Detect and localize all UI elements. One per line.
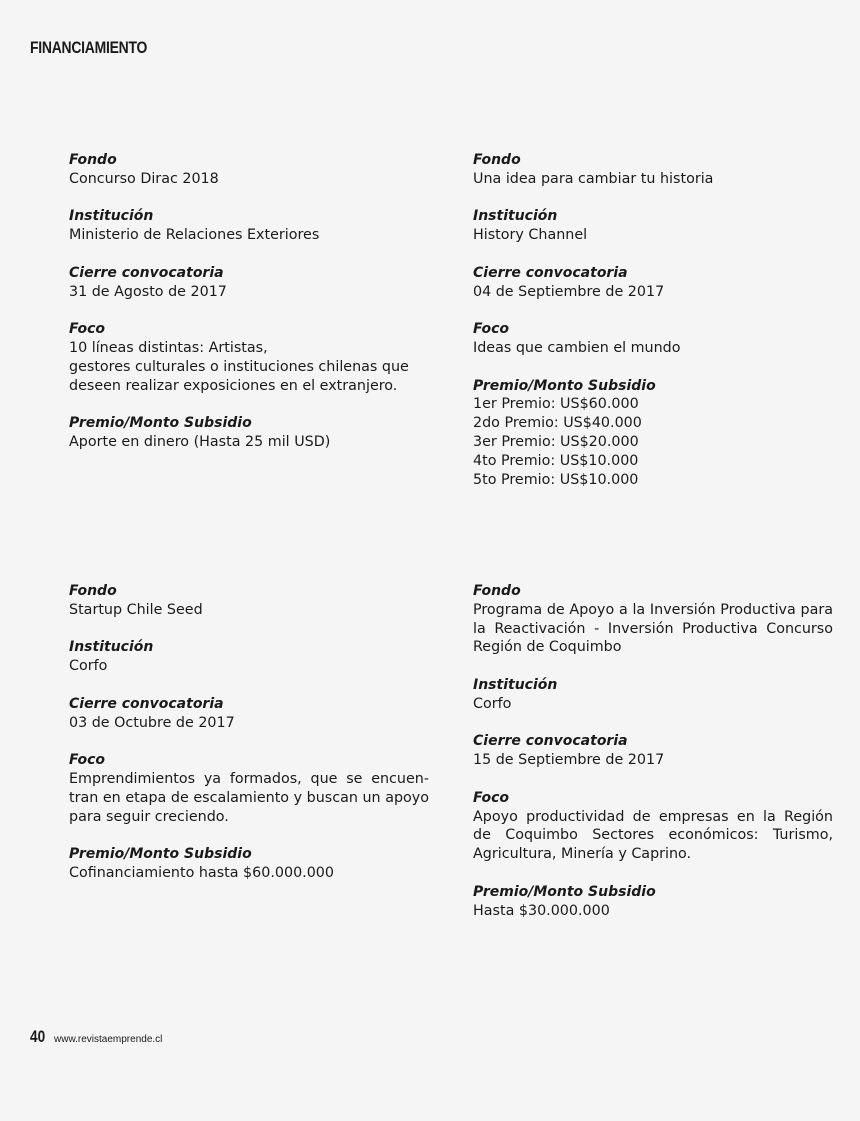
premio-label: Premio/Monto Subsidio xyxy=(69,846,252,863)
cierre-label: Cierre convocatoria xyxy=(473,264,628,281)
premio-line: 2do Premio: US$40.000 xyxy=(473,415,642,432)
cierre-value: 15 de Septiembre de 2017 xyxy=(473,752,665,769)
foco-value: Apoyo productividad de empresas en la Región de Coquimbo Sectores económicos: Turismo, Agricultura, Minería y Caprino. xyxy=(473,808,833,863)
premio-line: Aporte en dinero (Hasta 25 mil USD) xyxy=(69,433,331,450)
premio-label: Premio/Monto Subsidio xyxy=(69,415,252,432)
foco-value xyxy=(473,339,833,358)
fund-card-history xyxy=(473,151,833,489)
premio-value xyxy=(69,433,414,452)
premio-line: 1er Premio: US$60.000 xyxy=(473,396,639,413)
foco-value: Emprendimientos ya formados, que se encuen-tran en etapa de escalamiento y buscan un apoyo para seguir creciendo. xyxy=(69,770,429,825)
premio-label: Premio/Monto Subsidio xyxy=(473,377,656,394)
institucion-value: Ministerio de Relaciones Exteriores xyxy=(69,227,320,244)
fondo-label: Fondo xyxy=(69,583,117,599)
institucion-value: Corfo xyxy=(69,658,108,675)
cierre-label: Cierre convocatoria xyxy=(69,695,224,712)
fund-card-startup-chile xyxy=(69,582,429,883)
fondo-value: Programa de Apoyo a la Inversión Productiva para la Reactivación - Inversión Productiva Concurso Región de Coquimbo xyxy=(473,601,833,656)
premio-value xyxy=(473,395,833,489)
foco-label: Foco xyxy=(473,321,510,338)
institucion-value: History Channel xyxy=(473,227,588,244)
premio-line: Cofinanciamiento hasta $60.000.000 xyxy=(69,864,335,881)
institucion-label: Institución xyxy=(69,639,154,656)
institucion-value: Corfo xyxy=(473,695,512,712)
section-title: FINANCIAMIENTO xyxy=(30,38,148,57)
cierre-value: 04 de Septiembre de 2017 xyxy=(473,283,665,300)
fund-card-coquimbo xyxy=(473,582,833,920)
foco-line: gestores culturales o instituciones chilenas que xyxy=(69,358,409,375)
fondo-label: Fondo xyxy=(473,583,521,599)
premio-line: 3er Premio: US$20.000 xyxy=(473,433,639,450)
page-footer xyxy=(30,1027,162,1047)
foco-label: Foco xyxy=(69,321,106,338)
cierre-value: 31 de Agosto de 2017 xyxy=(69,283,227,300)
foco-label: Foco xyxy=(473,789,510,806)
institucion-label: Institución xyxy=(473,208,558,225)
premio-line: Hasta $30.000.000 xyxy=(473,902,610,919)
foco-line: Ideas que cambien el mundo xyxy=(473,339,681,356)
foco-value xyxy=(69,339,414,395)
premio-value xyxy=(69,864,429,883)
institucion-label: Institución xyxy=(473,676,558,693)
foco-label: Foco xyxy=(69,752,106,769)
website-url: www.revistaemprende.cl xyxy=(54,1034,163,1045)
premio-label: Premio/Monto Subsidio xyxy=(473,883,656,900)
cierre-value: 03 de Octubre de 2017 xyxy=(69,714,235,731)
premio-value xyxy=(473,902,833,921)
fondo-value: Startup Chile Seed xyxy=(69,601,203,618)
foco-line: deseen realizar exposiciones en el extranjero. xyxy=(69,377,398,394)
cierre-label: Cierre convocatoria xyxy=(473,733,628,750)
fondo-label: Fondo xyxy=(473,152,521,168)
premio-line: 5to Premio: US$10.000 xyxy=(473,471,639,488)
foco-line: 10 líneas distintas: Artistas, xyxy=(69,339,268,356)
fondo-value: Una idea para cambiar tu historia xyxy=(473,170,714,187)
cierre-label: Cierre convocatoria xyxy=(69,264,224,281)
fondo-label: Fondo xyxy=(69,152,117,168)
fund-card-dirac xyxy=(69,151,414,452)
page-number: 40 xyxy=(30,1027,46,1046)
institucion-label: Institución xyxy=(69,208,154,225)
fondo-value: Concurso Dirac 2018 xyxy=(69,170,219,187)
premio-line: 4to Premio: US$10.000 xyxy=(473,452,639,469)
